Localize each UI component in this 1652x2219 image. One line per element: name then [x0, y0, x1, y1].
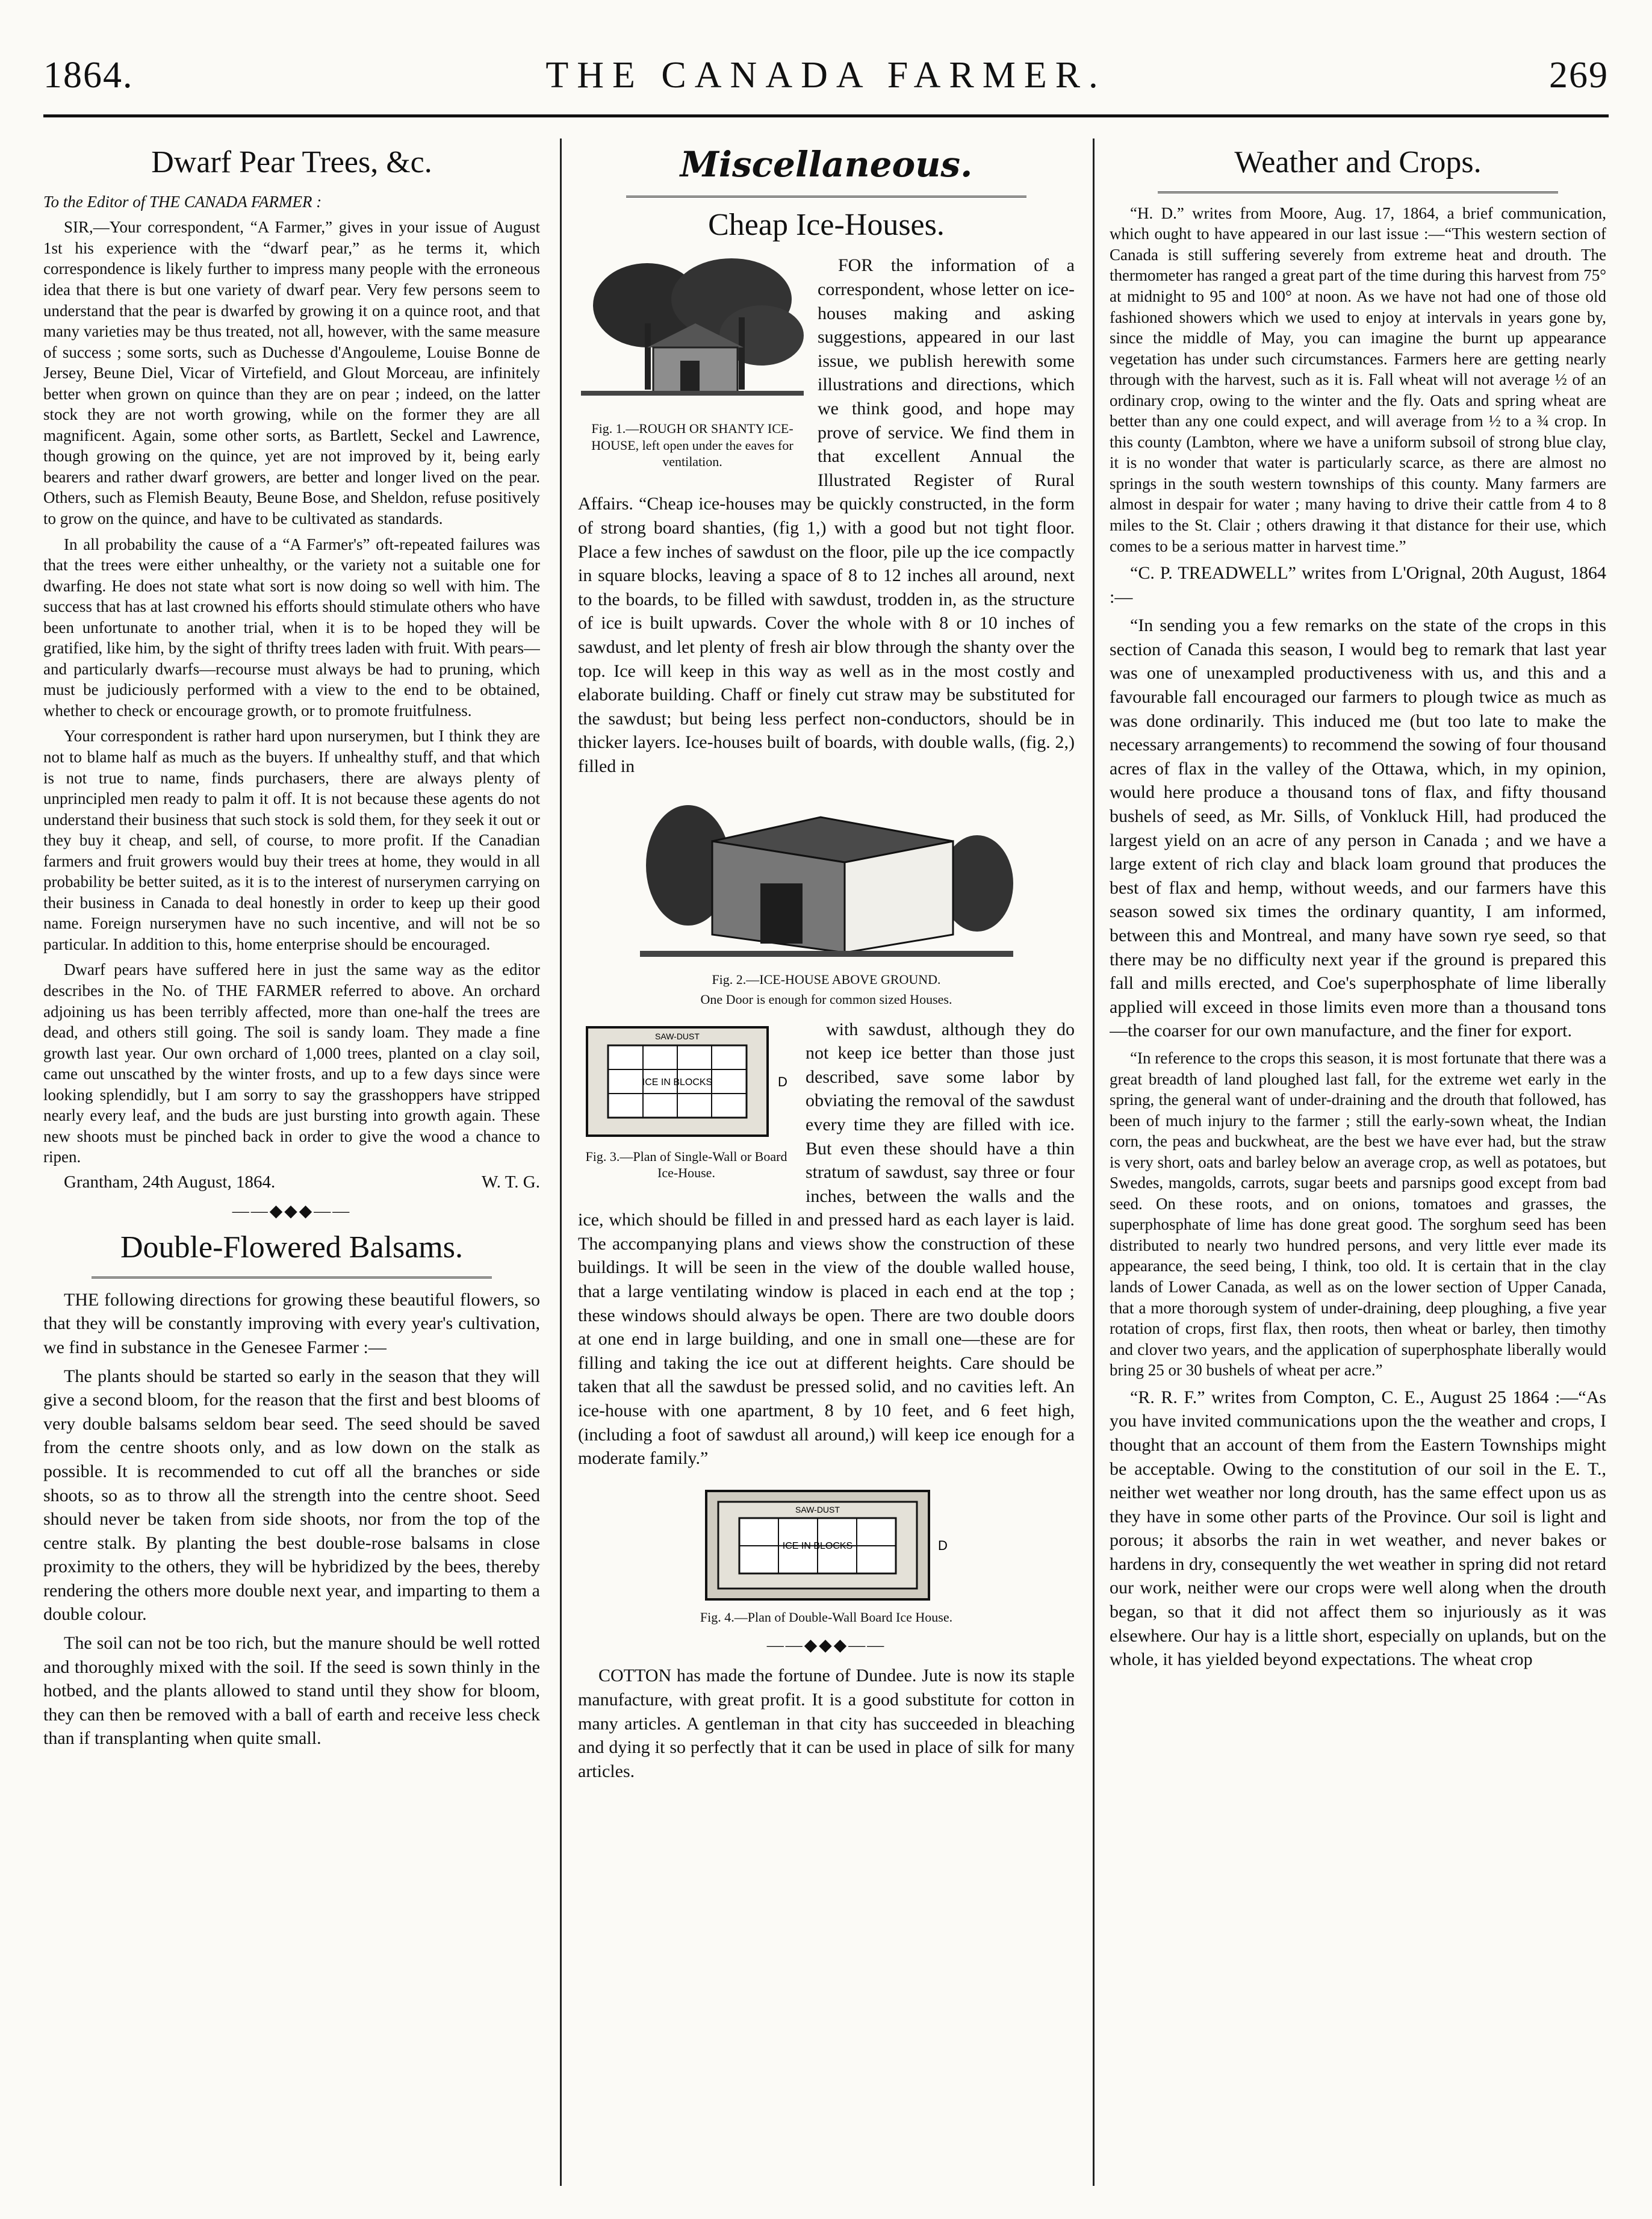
article-heading: Weather and Crops.: [1234, 145, 1482, 179]
plan-label-sawdust: SAW-DUST: [655, 1031, 700, 1041]
issue-year: 1864.: [43, 55, 134, 96]
article-paragraph: “R. R. F.” writes from Compton, C. E., August 25 1864 :—“As you have invited communications upon the the weather and crops, I thought that an account of them from the Eastern Townships might be acceptable. Owing to the constitution of our soil in the E. T., neither wet weather nor long drouth, has the same effect upon us as they have in some other parts of the Province. Our soil is light and porous; it absorbs the rain in wet weather, and never bakes or hardens in dry, consequently the wet weather in spring did not retard our work, neither were our crops were well along when the drouth began, so that it did not affect them so injuriously as it was elsewhere. Our hay is a little short, especially on uplands, but on the whole, it has yielded beyond expectations. The wheat crop: [1110, 1387, 1606, 1670]
plan-label-ice: ICE IN BLOCKS: [642, 1077, 713, 1088]
article-heading: Double-Flowered Balsams.: [120, 1230, 463, 1265]
shanty-icehouse-illustration: [581, 257, 804, 414]
plan-label-door: D: [937, 1537, 948, 1553]
figure-caption: Fig. 1.—ROUGH OR SHANTY ICE-HOUSE, left open under the eaves for ventilation.: [591, 421, 793, 470]
figure-3: [578, 1021, 795, 1181]
column-right: [1110, 138, 1606, 2198]
article-paragraph: Your correspondent is rather hard upon nurserymen, but I think they are not to blame half as much as the buyers. If unhealthy stuff, and that which is not true to name, finds purchasers, there are always plenty of unprincipled men ready to palm it off. It is not because these agents do not understand their business that such stock is sold them, for they seek it out or they buy it cheap, and sell, of course, to more profit. If the Canadian farmers and fruit growers would buy their trees at home, they would in all probability be better suited, as it is to the interest of nurserymen carrying on their business in Canada to deal honestly in order to keep up their good name. Foreign nurserymen have no such incentive, and will not be so particular. In addition to this, home enterprise should be encouraged.: [43, 727, 540, 953]
article-paragraph: COTTON has made the fortune of Dundee. Jute is now its staple manufacture, with great profit. It is a good substitute for cotton in many articles. A gentleman in that city has succeeded in bleaching and dying it so perfectly that it can be used in place of silk for many articles.: [578, 1666, 1075, 1781]
column-rule: [560, 138, 562, 2186]
signature-place: Grantham, 24th August, 1864.: [64, 1172, 276, 1192]
article-paragraph: The soil can not be too rich, but the manure should be well rotted and thoroughly mixed with the soil. If the seed is sown thinly in the hotbed, and the plants allowed to stand until they show for bloom, they can then be removed with a ball of earth and receive less check than if transplanting when quite small.: [43, 1633, 540, 1749]
article-paragraph: Dwarf pears have suffered here in just the same way as the editor describes in the No. of THE FARMER referred to above. An orchard adjoining us has been terribly affected, more than one-half the trees are dead, and others still going. The soil is sandy loam. They made a fine growth last year. Our own orchard of 1,000 trees, planted on a clay soil, came out unscathed by the winter frosts, and up to a few days since were looking splendidly, but I am sorry to say the grasshoppers have stripped nearly every leaf, and the buds are just bursting into growth again. These new shoots must be pinched back in order to give the wood a chance to ripen.: [43, 960, 540, 1166]
figure-2: [578, 793, 1075, 1008]
article-heading: Dwarf Pear Trees, &c.: [151, 145, 432, 179]
figure-4: [578, 1485, 1075, 1626]
section-heading: Miscellaneous.: [680, 144, 973, 185]
article-paragraph: “In reference to the crops this season, it is most fortunate that there was a great breadth of land ploughed last fall, for the extreme wet early in the spring, the general want of under-draining and the drouth that followed, has been of much injury to the farmer ; still the early-sown wheat, the Indian corn, the peas and buckwheat, are the best we have ever had, but the straw is very short, oats and barley below an average crop, as well as potatoes, but Swedes, mangolds, carrots, sugar beets and parsnips good except from bad seed. On these roots, and on onions, tomatoes and grasses, the superphosphate of lime has done great good. The sorghum seed has been distributed to nearly two hundred persons, and very little ever made its appearance, the seed being, I think, too old. It is certain that in the clay lands of Lower Canada, as well as on the lower section of Upper Canada, that a more thorough system of under-draining, deep ploughing, a five year rotation of crops, first flax, then roots, then wheat or barley, then timothy and clover two years, and the application of superphosphate liberally would bring 25 or 30 bushels of wheat per acre.”: [1110, 1048, 1606, 1380]
ornamental-divider: ——◆◆◆——: [232, 1201, 352, 1221]
newspaper-title: THE CANADA FARMER.: [545, 55, 1107, 96]
article-heading: Cheap Ice-Houses.: [708, 207, 945, 242]
figure-caption: One Door is enough for common sized Houses.: [700, 992, 952, 1007]
heading-rule: [92, 1277, 492, 1278]
article-paragraph: The plants should be started so early in the season that they will give a second bloom, for the reason that the first and best blooms of very double balsams seldom bear seed. The seed should be saved from the centre shoots only, and as low down on the stalk as possible. It is recommended to cut off all the branches or side shoots, so as to throw all the strength into the centre shoot. Seed should never be taken from side shoots, nor from the top of the centre stalk. By planting the best double-rose balsams in close proximity to the others, they will be hybridized by the bees, thereby rendering the others more double next year, and imparting to them a double colour.: [43, 1366, 540, 1625]
ornamental-divider: ——◆◆◆——: [766, 1636, 886, 1655]
column-middle: [578, 138, 1075, 2198]
article-paragraph: with sawdust, although they do not keep ice better than those just described, save some labor by obviating the removal of the sawdust every time they are filled with ice. But even these should have a thin stratum of sawdust, say three or four inches, between the walls and the ice, which should be filled in and pressed hard as each layer is laid. The accompanying plans and views show the construction of these buildings. It will be seen in the view of the double walled house, that a large ventilating window is placed in each end at the top ; these windows should always be open. There are two double doors at one end in large building, and one in small one—these are for filling and taking the ice out at different heights. Care should be taken that all the sawdust be pressed solid, and no cavities left. An ice-house with one apartment, 8 by 10 feet, and 6 feet high, (including a foot of sawdust all around,) will keep ice enough for a moderate family.”: [578, 1019, 1075, 1469]
article-paragraph: “In sending you a few remarks on the state of the crops in this section of Canada this season, I would beg to remark that last year was one of unexampled productiveness with us, and this and a favourable fall encouraged our farmers to plough twice as much as was done ordinarily. This induced me (but too late to make the necessary arrangements) to recommend the sowing of four thousand acres of flax in the valley of the Ottawa, which, in my opinion, would here produce a thousand tons of flax, and fifty thousand bushels of seed, as Mr. Sills, of Vonkluck Hill, had produced the largest yield on an acre of any person in Canada ; and we have a large extent of rich clay and black loam ground that produces the best of flax and hemp, without weeds, and our farmers have this season sowed six times the ordinary quantity, I am informed, between this and Montreal, and many have sown rye seed, so that there may be no difficulty next year if the ground is prepared this fall and mills erected, and Coe's superphosphate of lime liberally applied will exceed in those limits even more than a thousand tons—the coarser for our own manufacture, and the finer for export.: [1110, 615, 1606, 1041]
figure-caption: Fig. 2.—ICE-HOUSE ABOVE GROUND.: [712, 971, 941, 987]
article-paragraph: “H. D.” writes from Moore, Aug. 17, 1864, a brief communication, which ought to have appeared in our last issue :—“This western section of Canada is still suffering severely from extreme heat and drouth. The thermometer has ranged a great part of the time during this harvest from 75° at midnight to 95 and 100° at noon. As we have not had one of those old fashioned showers which we used to enjoy at intervals in years gone by, since the middle of May, you can imagine the burnt up appearance vegetation has under such circumstances. Farmers here are getting nearly through with the harvest, such as it is. Fall wheat will not average ½ of an ordinary crop, owing to the winter and the fly. Oats and spring wheat are better than any one could expect, and will average from ½ to a ¾ crop. In this county (Lambton, where we have a uniform subsoil of strong blue clay, it is no wonder that water is particularly scarce, as there are almost no springs in the south western townships of this county. Many farmers are almost in despair for water ; many having to drive their cattle from 4 to 8 miles to the St. Clair ; others drawing it that distance for their use, which comes to be a serious matter in harvest time.”: [1110, 204, 1606, 555]
signature-initials: W. T. G.: [482, 1172, 540, 1192]
article-paragraph: SIR,—Your correspondent, “A Farmer,” gives in your issue of August 1st his experience with the “dwarf pear,” as he terms it, which correspondence is likely further to impress many people with the erroneous idea that there is but one variety of dwarf pear. Very few persons seem to understand that the pear is dwarfed by growing it on a quince root, and that many varieties may be thus treated, not all, however, with the same measure of success ; some sorts, such as Duchesse d'Angouleme, Louise Bonne de Jersey, Beune Diel, Vicar of Virtefield, and Glout Morceau, are infinitely better when grown on quince than they are on pear ; indeed, on the latter stock they are not worth growing, while on the former they are all magnificent. Again, some other sorts, as Bartlett, Seckel and Lawrence, though growing on the quince, yet are not improved by it, being early bearers and rather dwarf growers, are better and longer lived on the pear. Others, such as Flemish Beauty, Beune Bose, and Sheldon, refuse positively to grow on the quince, and have to be cultivated as standards.: [43, 218, 540, 528]
article-paragraph: To the Editor of THE CANADA FARMER :: [43, 192, 322, 211]
figure-caption: Fig. 4.—Plan of Double-Wall Board Ice House.: [700, 1609, 953, 1625]
plan-label-sawdust: SAW-DUST: [795, 1504, 840, 1514]
plan-label-door: D: [778, 1074, 787, 1089]
double-wall-icehouse-illustration: [640, 793, 1013, 968]
signature-line: [64, 1172, 540, 1192]
plan-label-ice: ICE IN BLOCKS: [782, 1540, 852, 1551]
article-paragraph: In all probability the cause of a “A Farmer's” oft-repeated failures was that the trees were either unhealthy, or the variety not a suitable one for dwarfing. He does not state what sort is now doing so well with him. The success that has at last crowned his efforts should stimulate others who have been unfortunate to another trial, when it is to be hoped they will be gratified, like him, by the sight of thrifty trees laden with fruit. With pears—and particularly dwarfs—recourse must always be had to pruning, which must be judiciously performed with a view to the end to be obtained, whether to check or encourage growth, or to promote fruitfulness.: [43, 535, 540, 720]
heading-rule: [626, 196, 1026, 198]
article-paragraph: THE following directions for growing these beautiful flowers, so that they will be constantly improving with every year's cultivation, we find in substance in the Genesee Farmer :—: [43, 1289, 540, 1357]
article-paragraph: FOR the information of a correspondent, whose letter on ice-houses making and asking suggestions, appeared in our last issue, we publish herewith some illustrations and directions, which we think good, and hope may prove of service. We find them in that excellent Annual the Illustrated Register of Rural Affairs. “Cheap ice-houses may be quickly constructed, in the form of strong board shanties, (fig 1,) with a good but not tight floor. Place a few inches of sawdust on the floor, pile up the ice compactly in square blocks, leaving a space of 8 to 12 inches all around, next to the boards, to be filled with sawdust, trodden in, as the structure of ice is built upwards. Cover the whole with 8 or 10 inches of sawdust, and let plenty of fresh air blow through the shanty over the top. Ice will keep in this way as well as in the most costly and elaborate building. Chaff or finely cut straw may be substituted for the sawdust; but being less perfect non-conductors, should be in thicker layers. Ice-houses built of boards, with double walls, (fig. 2,) filled in: [578, 255, 1075, 776]
page-number: 269: [1549, 55, 1609, 96]
heading-rule: [1158, 191, 1558, 193]
double-wall-plan-diagram: [700, 1485, 953, 1605]
column-left: [43, 138, 540, 2198]
figure-1: [578, 257, 807, 470]
masthead: [43, 24, 1609, 117]
article-paragraph: “C. P. TREADWELL” writes from L'Orignal, 20th August, 1864 :—: [1110, 563, 1606, 607]
figure-caption: Fig. 3.—Plan of Single-Wall or Board Ice-House.: [585, 1148, 787, 1181]
column-rule: [1093, 138, 1095, 2186]
single-wall-plan-diagram: [581, 1021, 792, 1142]
